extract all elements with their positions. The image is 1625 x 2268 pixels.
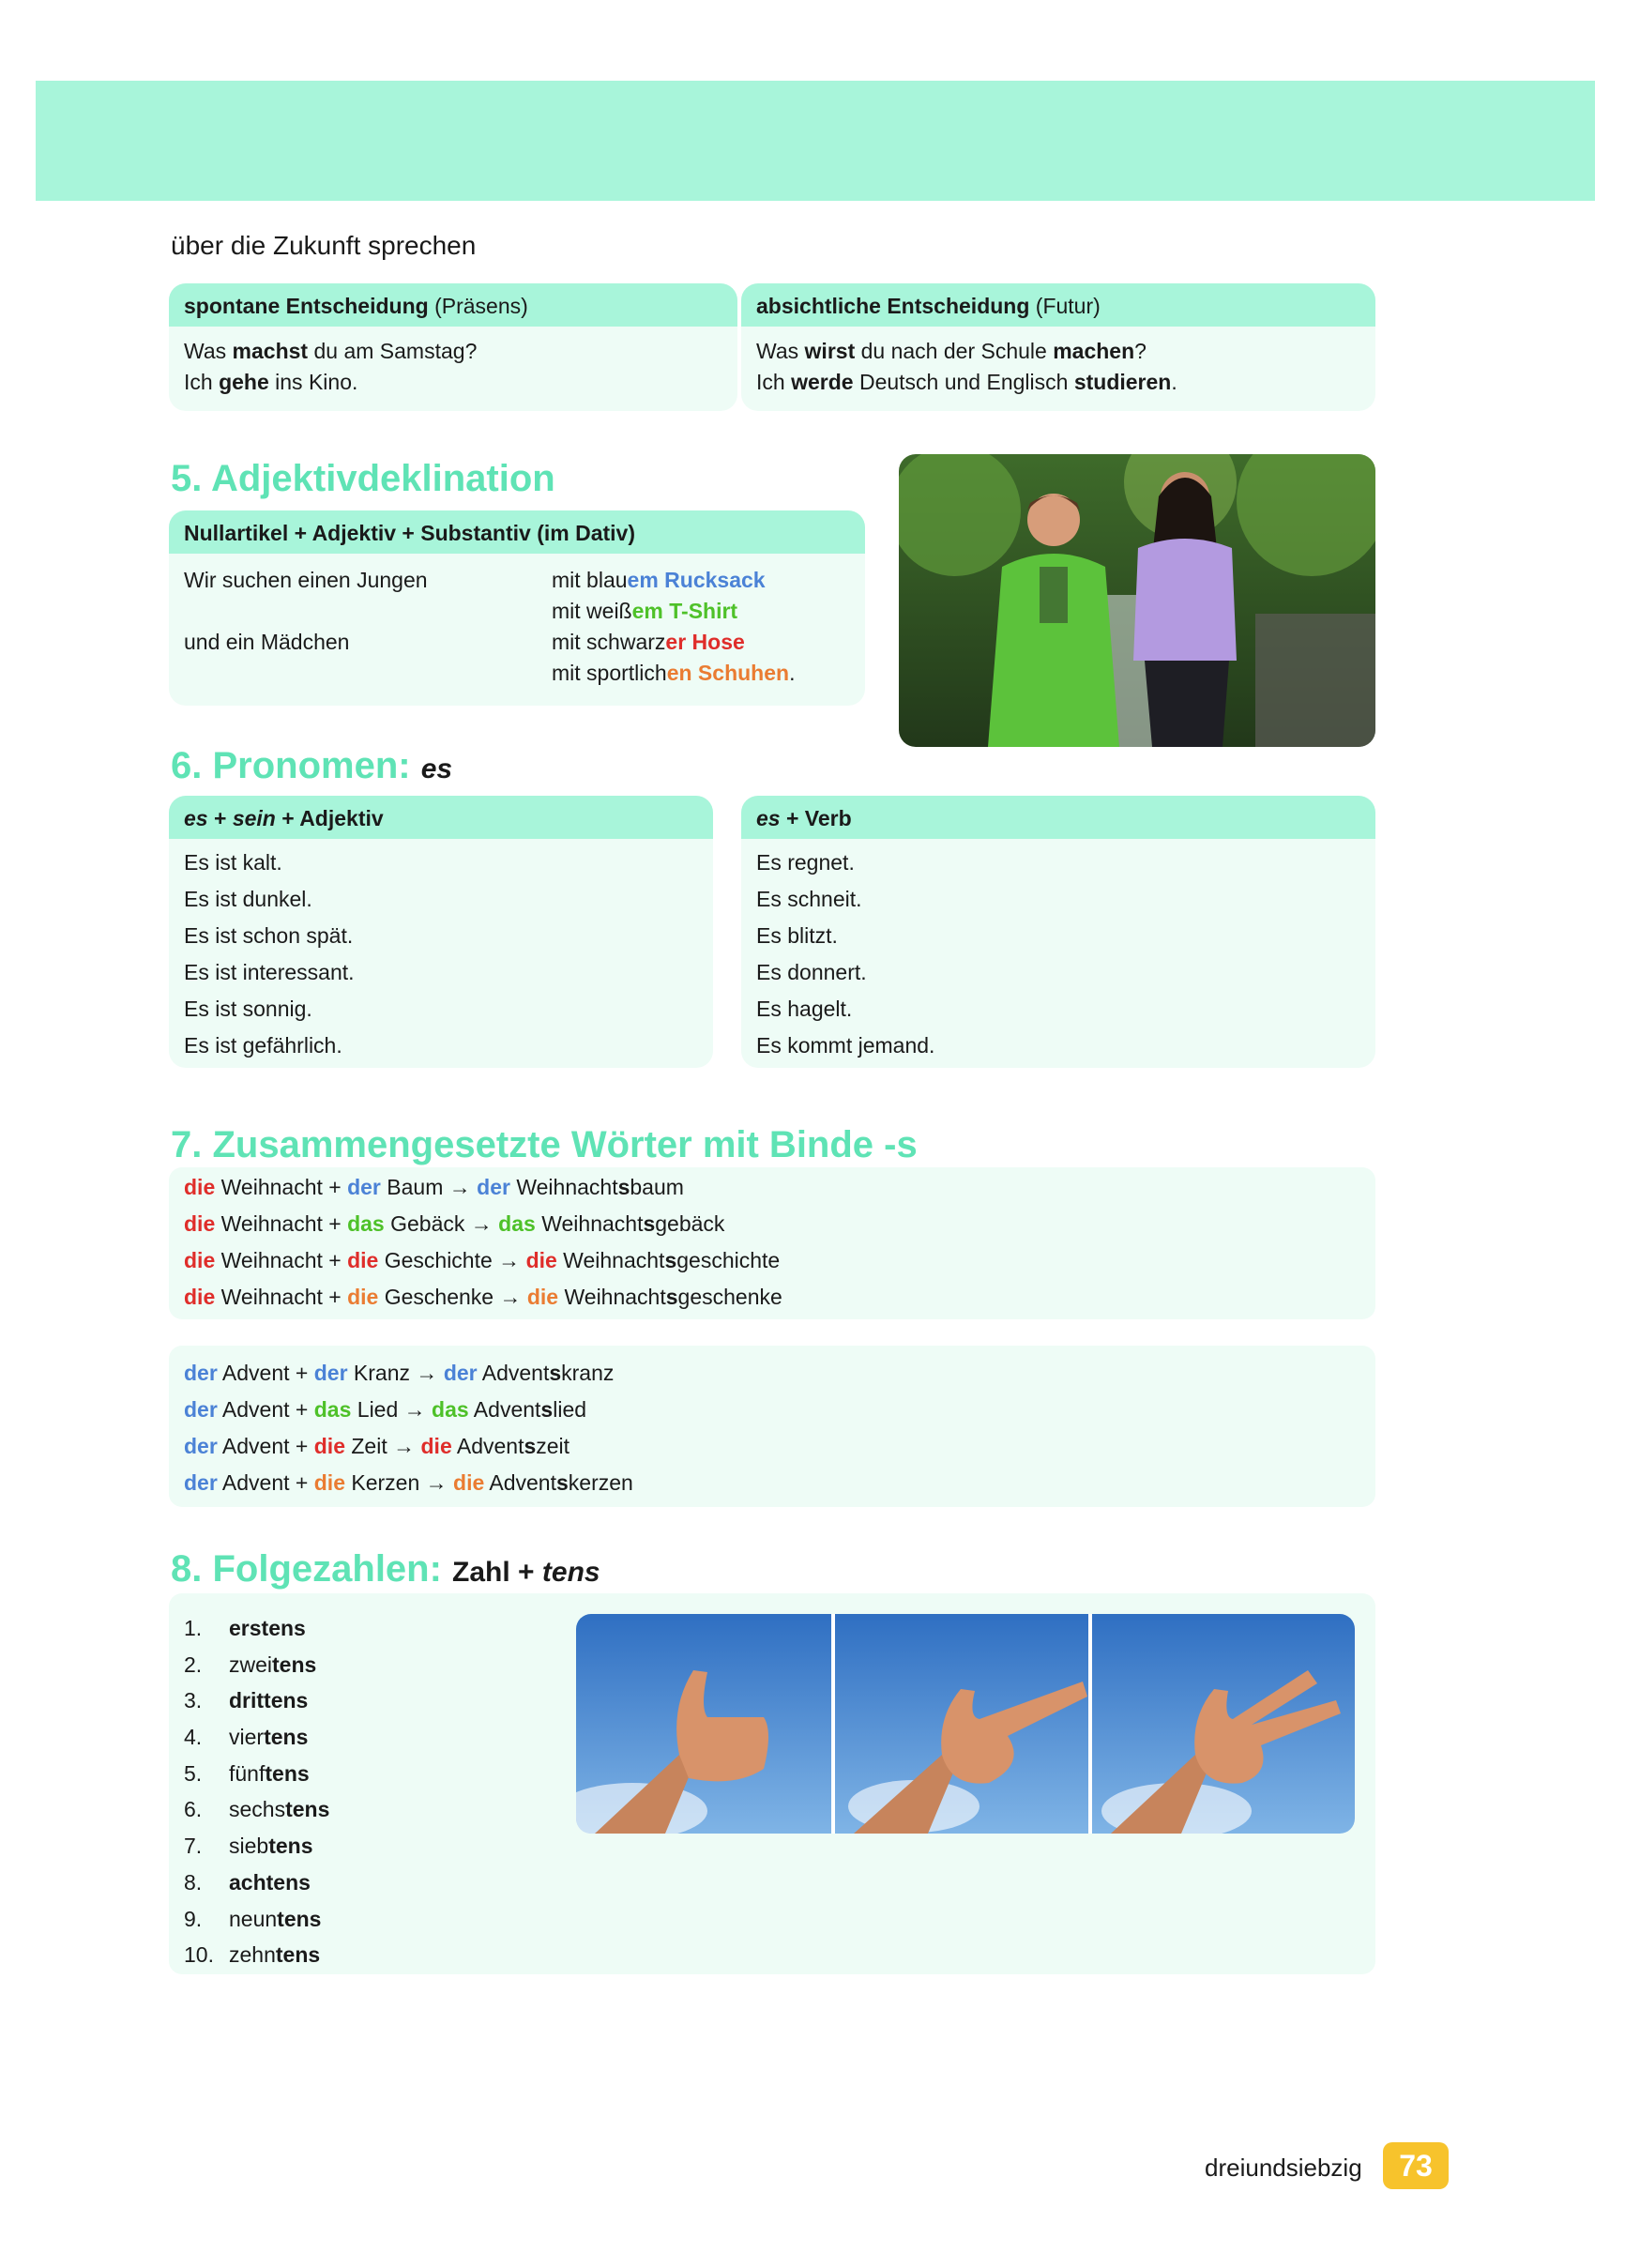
ordinal-word — [229, 1828, 313, 1864]
text-part: es — [184, 806, 208, 830]
text-part: tens — [275, 1942, 321, 1968]
text-part: s — [524, 1434, 537, 1458]
text-part: ? — [1134, 339, 1147, 363]
line: Es ist schon spät. — [184, 923, 354, 948]
text-part: ins Kino. — [268, 370, 358, 394]
text-part: wirst — [804, 339, 856, 363]
noun-phrase: und ein Mädchen — [184, 630, 350, 654]
text-part: die — [453, 1470, 485, 1495]
adjective-phrase — [552, 658, 795, 689]
adjective-phrase — [552, 596, 737, 627]
text-part: das — [313, 1397, 352, 1422]
text-part: die — [525, 1248, 557, 1272]
line: Es blitzt. — [756, 923, 838, 948]
text-part: die — [184, 1285, 216, 1309]
text-part: der — [347, 1175, 381, 1199]
text-part: lied — [553, 1397, 587, 1422]
text-part: Gebäck → — [384, 1211, 499, 1236]
adjective-phrase — [552, 627, 745, 658]
page-number-word: dreiundsiebzig — [1205, 2154, 1362, 2182]
text-part: Advent — [477, 1361, 550, 1385]
ordinal-word — [229, 1682, 308, 1718]
page-number-badge: 73 — [1383, 2142, 1449, 2189]
text-part: Advent — [468, 1397, 541, 1422]
item-number: 3. — [184, 1688, 203, 1713]
text-part: mit sportlich — [552, 661, 667, 685]
text-part: tens — [285, 1797, 330, 1822]
text-part: der — [443, 1361, 478, 1385]
text-part: geschichte — [676, 1248, 781, 1272]
text-part: Advent + — [217, 1434, 314, 1458]
text-part: Weihnacht + — [215, 1211, 348, 1236]
photo-illustration — [576, 1614, 1355, 1834]
text-part: er Hose — [665, 630, 745, 654]
text-part: Kerzen → — [344, 1470, 454, 1495]
text-part: sieb — [229, 1834, 269, 1859]
photo-teenagers-hiking — [899, 454, 1375, 747]
text-part: Ich — [756, 370, 792, 394]
text-part: Advent + — [217, 1397, 314, 1422]
text-part: du am Samstag? — [308, 339, 478, 363]
text-part: s — [643, 1211, 656, 1236]
noun-phrase: Wir suchen einen Jungen — [184, 568, 428, 592]
card-body — [169, 839, 713, 1068]
text-part: der — [313, 1361, 348, 1385]
text-part: Weihnacht — [535, 1211, 644, 1236]
line: Es regnet. — [756, 850, 855, 875]
line: Es ist dunkel. — [184, 887, 312, 911]
line — [756, 336, 1360, 367]
line: Es ist gefährlich. — [184, 1033, 342, 1058]
line — [184, 1169, 1360, 1206]
text-part: Baum → — [380, 1175, 478, 1199]
section5-title: 5. Adjektivdeklination — [171, 458, 555, 499]
line — [756, 367, 1360, 398]
text-part: mit blau — [552, 568, 628, 592]
text-part: machen — [1053, 339, 1135, 363]
item-number: 1. — [184, 1616, 203, 1640]
line — [184, 336, 722, 367]
ordinal-word — [229, 1647, 316, 1682]
card-header: spontane Entscheidung (Präsens) — [169, 283, 737, 327]
line — [184, 1465, 1360, 1501]
text-part: Geschenke → — [378, 1285, 527, 1309]
card-es-verb — [741, 796, 1375, 1068]
text-part: + Adjektiv — [275, 806, 384, 830]
text-part: Advent + — [217, 1470, 314, 1495]
text-part: Lied → — [351, 1397, 433, 1422]
text-part: Advent — [484, 1470, 556, 1495]
text-part: s — [540, 1397, 554, 1422]
line: Es kommt jemand. — [756, 1033, 935, 1058]
card-body — [169, 554, 865, 698]
text-part: der — [477, 1175, 510, 1199]
text-part: gehe — [219, 370, 269, 394]
text-part: Weihnacht — [558, 1285, 666, 1309]
text-part: achtens — [229, 1869, 311, 1895]
text-part: s — [617, 1175, 630, 1199]
card-header — [169, 796, 713, 839]
text-part: zeit — [536, 1434, 570, 1458]
text-part: studieren — [1073, 370, 1172, 394]
text-part: kranz — [561, 1361, 615, 1385]
card-header: Nullartikel + Adjektiv + Substantiv (im Dativ) — [169, 510, 865, 554]
declension-row — [184, 596, 850, 627]
ordinal-word — [229, 1610, 306, 1646]
text-part: der — [184, 1397, 218, 1422]
text-part: die — [347, 1285, 379, 1309]
line — [184, 1242, 1360, 1279]
text-part: tens — [277, 1906, 322, 1931]
text-part: das — [432, 1397, 469, 1422]
text-part: s — [664, 1248, 677, 1272]
card-body — [169, 1167, 1375, 1319]
header-band — [36, 81, 1595, 201]
text-part: em Rucksack — [627, 568, 766, 592]
text-part: s — [556, 1470, 569, 1495]
text-part: s — [549, 1361, 562, 1385]
intro-text: über die Zukunft sprechen — [171, 231, 477, 260]
text-part: baum — [630, 1175, 684, 1199]
card-header: absichtliche Entscheidung (Futur) — [741, 283, 1375, 327]
line — [184, 1428, 1360, 1465]
declension-row — [184, 627, 850, 658]
text-part: werde — [791, 370, 854, 394]
text-part: vier — [229, 1725, 265, 1750]
photo-hand-counting — [576, 1614, 1355, 1834]
item-number: 10. — [184, 1942, 214, 1968]
text-part: Weihnacht + — [215, 1175, 348, 1199]
card-body — [169, 1346, 1375, 1507]
photo-illustration — [899, 454, 1375, 747]
text-part: neun — [229, 1906, 278, 1931]
item-number: 4. — [184, 1725, 203, 1750]
item-number: 7. — [184, 1834, 203, 1859]
card-body — [741, 839, 1375, 1068]
line — [184, 1206, 1360, 1242]
text-part: geschenke — [677, 1285, 782, 1309]
text-part: Weihnacht — [556, 1248, 665, 1272]
text-part: die — [313, 1434, 345, 1458]
text-part: fünf — [229, 1760, 266, 1786]
text-part: . — [789, 661, 796, 685]
line: Es ist sonnig. — [184, 997, 312, 1021]
text-part: mit weiß — [552, 599, 632, 623]
text-part: erstens — [229, 1616, 306, 1640]
text-part: die — [313, 1470, 345, 1495]
text-part: sechs — [229, 1797, 286, 1822]
item-number: 5. — [184, 1760, 203, 1786]
text-part: die — [184, 1211, 216, 1236]
text-part: Kranz → — [347, 1361, 444, 1385]
card-weihnacht-compounds — [169, 1167, 1375, 1319]
card-spontane-entscheidung — [169, 283, 737, 411]
text-part: die — [420, 1434, 452, 1458]
ordinal-word — [229, 1901, 321, 1937]
text-part: die — [184, 1248, 216, 1272]
text-part: zehn — [229, 1942, 276, 1968]
text-part: die — [526, 1285, 559, 1309]
text-part: Advent + — [217, 1361, 314, 1385]
ordinal-word — [229, 1791, 329, 1827]
adjective-phrase — [552, 565, 766, 596]
text-part: tens — [272, 1652, 317, 1677]
ordinal-word — [229, 1756, 310, 1791]
line: Es donnert. — [756, 960, 867, 984]
ordinal-word — [229, 1937, 320, 1972]
text-part: der — [184, 1470, 218, 1495]
ordinal-word — [229, 1865, 311, 1900]
text-part: Weihnacht + — [215, 1248, 348, 1272]
text-part: Was — [756, 339, 805, 363]
section6-title: 6. Pronomen: es — [171, 745, 453, 786]
card-body — [741, 327, 1375, 407]
declension-row — [184, 565, 850, 596]
declension-row — [184, 658, 850, 689]
text-part: zwei — [229, 1652, 273, 1677]
text-part: Ich — [184, 370, 220, 394]
line: Es ist kalt. — [184, 850, 282, 875]
text-part: em T-Shirt — [631, 599, 738, 623]
text-part: das — [498, 1211, 536, 1236]
text-part: Geschichte → — [378, 1248, 526, 1272]
ordinal-word — [229, 1719, 308, 1755]
text-part: + — [207, 806, 233, 830]
line: Es schneit. — [756, 887, 862, 911]
text-part: . — [1171, 370, 1177, 394]
text-part: der — [184, 1361, 218, 1385]
text-part: Zeit → — [344, 1434, 421, 1458]
line — [184, 1355, 1360, 1392]
section8-title: 8. Folgezahlen: Zahl + tens — [171, 1548, 600, 1590]
text-part: en Schuhen — [666, 661, 790, 685]
text-part: Was — [184, 339, 233, 363]
card-body — [169, 327, 737, 407]
text-part: + Verb — [780, 806, 852, 830]
text-part: es — [756, 806, 781, 830]
text-part: das — [347, 1211, 385, 1236]
text-part: die — [347, 1248, 379, 1272]
section7-title: 7. Zusammengesetzte Wörter mit Binde -s — [171, 1124, 918, 1165]
text-part: mit schwarz — [552, 630, 666, 654]
card-advent-compounds — [169, 1346, 1375, 1507]
text-part: tens — [268, 1834, 313, 1859]
card-absichtliche-entscheidung — [741, 283, 1375, 411]
text-part: gebäck — [655, 1211, 725, 1236]
text-part: Weihnacht — [509, 1175, 618, 1199]
card-header — [741, 796, 1375, 839]
text-part: Weihnacht + — [215, 1285, 348, 1309]
item-number: 8. — [184, 1869, 203, 1895]
line: Es hagelt. — [756, 997, 853, 1021]
line — [184, 1392, 1360, 1428]
line: Es ist interessant. — [184, 960, 355, 984]
card-es-sein-adjektiv — [169, 796, 713, 1068]
text-part: tens — [265, 1760, 310, 1786]
text-part: die — [184, 1175, 216, 1199]
text-part: kerzen — [568, 1470, 633, 1495]
text-part: sein — [232, 806, 276, 830]
text-part: du nach der Schule — [855, 339, 1054, 363]
text-part: der — [184, 1434, 218, 1458]
text-part: machst — [232, 339, 309, 363]
text-part: Advent — [451, 1434, 524, 1458]
item-number: 6. — [184, 1797, 203, 1822]
text-part: Deutsch und Englisch — [853, 370, 1074, 394]
item-number: 9. — [184, 1906, 203, 1931]
text-part: s — [665, 1285, 678, 1309]
line — [184, 1279, 1360, 1316]
line — [184, 367, 722, 398]
card-adjektivdeklination — [169, 510, 865, 706]
item-number: 2. — [184, 1652, 203, 1677]
text-part: tens — [264, 1725, 309, 1750]
text-part: drittens — [229, 1688, 309, 1713]
